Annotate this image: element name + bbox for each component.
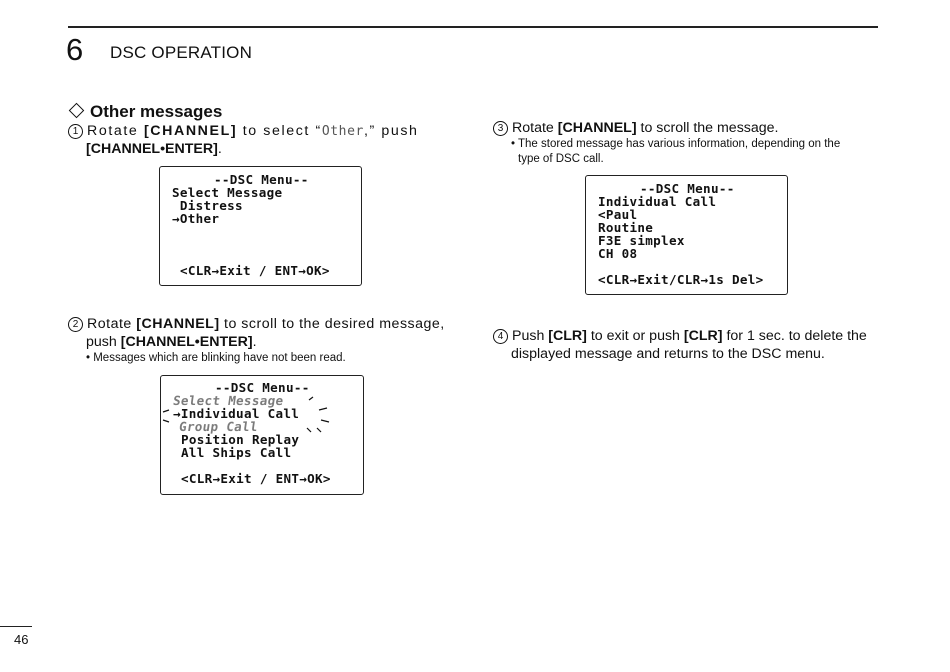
chapter-number: 6: [66, 32, 84, 67]
lcd-screen-message-list: [160, 375, 364, 495]
lcd-screen-select-message: [159, 166, 362, 286]
blink-marks: [161, 376, 363, 494]
step-2-number: 2: [68, 317, 83, 332]
step-3-number: 3: [493, 121, 508, 136]
step-3-note-line-2: type of DSC call.: [518, 153, 604, 165]
clr-key-label: [CLR]: [683, 328, 723, 344]
lcd-line: Routine: [598, 220, 654, 235]
header-rule: [68, 26, 878, 28]
lcd-line: --DSC Menu--: [215, 380, 310, 395]
section-heading: [68, 102, 222, 122]
lcd-line: --DSC Menu--: [640, 181, 735, 196]
step-1-number: 1: [68, 124, 83, 139]
lcd-line: F3E simplex: [598, 233, 685, 248]
page-number: 46: [14, 632, 29, 647]
lcd-line: <CLR→Exit / ENT→OK>: [180, 263, 330, 278]
lcd-line: CH 08: [598, 246, 638, 261]
footer-rule: [0, 626, 32, 627]
step-1-line-2: [CHANNEL•ENTER].: [86, 141, 222, 157]
lcd-line: <CLR→Exit/CLR→1s Del>: [598, 272, 764, 287]
step-4-line-1: 4 Push [CLR] to exit or push [CLR] for 1 sec. to delete the: [493, 327, 867, 345]
lcd-line-selected: →Individual Call: [173, 406, 300, 421]
lcd-line-blinking: Select Message: [172, 393, 285, 408]
lcd-line: Select Message: [172, 185, 283, 200]
lcd-word-other: Other: [321, 124, 364, 139]
step-3-line-1: 3 Rotate [CHANNEL] to scroll the message.: [493, 119, 779, 137]
lcd-screen-message-detail: [585, 175, 788, 295]
lcd-line: <Paul: [598, 207, 638, 222]
channel-key-label: [CHANNEL]: [136, 316, 220, 332]
chapter-title: DSC OPERATION: [110, 43, 253, 62]
channel-enter-key-label: [CHANNEL•ENTER]: [120, 334, 253, 350]
lcd-line: →Other: [172, 211, 220, 226]
channel-key-label: [CHANNEL]: [557, 120, 637, 136]
channel-enter-key-label: [CHANNEL•ENTER]: [86, 141, 218, 157]
step-2-line-1: 2 Rotate [CHANNEL] to scroll to the desired message,: [68, 315, 445, 333]
section-title: Other messages: [90, 102, 223, 121]
step-2-note: • Messages which are blinking have not been read.: [86, 352, 346, 364]
channel-key-label: [CHANNEL]: [143, 123, 238, 139]
clr-key-label: [CLR]: [548, 328, 587, 344]
step-3-note-line-1: • The stored message has various information, depending on the: [511, 138, 841, 150]
lcd-line: Position Replay: [181, 432, 300, 447]
lcd-line: Distress: [172, 198, 243, 213]
lcd-line: All Ships Call: [181, 445, 292, 460]
diamond-icon: [69, 103, 85, 119]
lcd-line-blinking: Group Call: [178, 419, 260, 434]
step-4-number: 4: [493, 329, 508, 344]
lcd-line: Individual Call: [598, 194, 717, 209]
step-4-line-2: displayed message and returns to the DSC menu.: [511, 346, 825, 362]
step-1-line-1: 1 Rotate [CHANNEL] to select “Other,” push: [68, 122, 419, 141]
step-2-line-2: push [CHANNEL•ENTER].: [86, 334, 257, 350]
lcd-line: --DSC Menu--: [214, 172, 309, 187]
lcd-line: <CLR→Exit / ENT→OK>: [181, 471, 331, 486]
